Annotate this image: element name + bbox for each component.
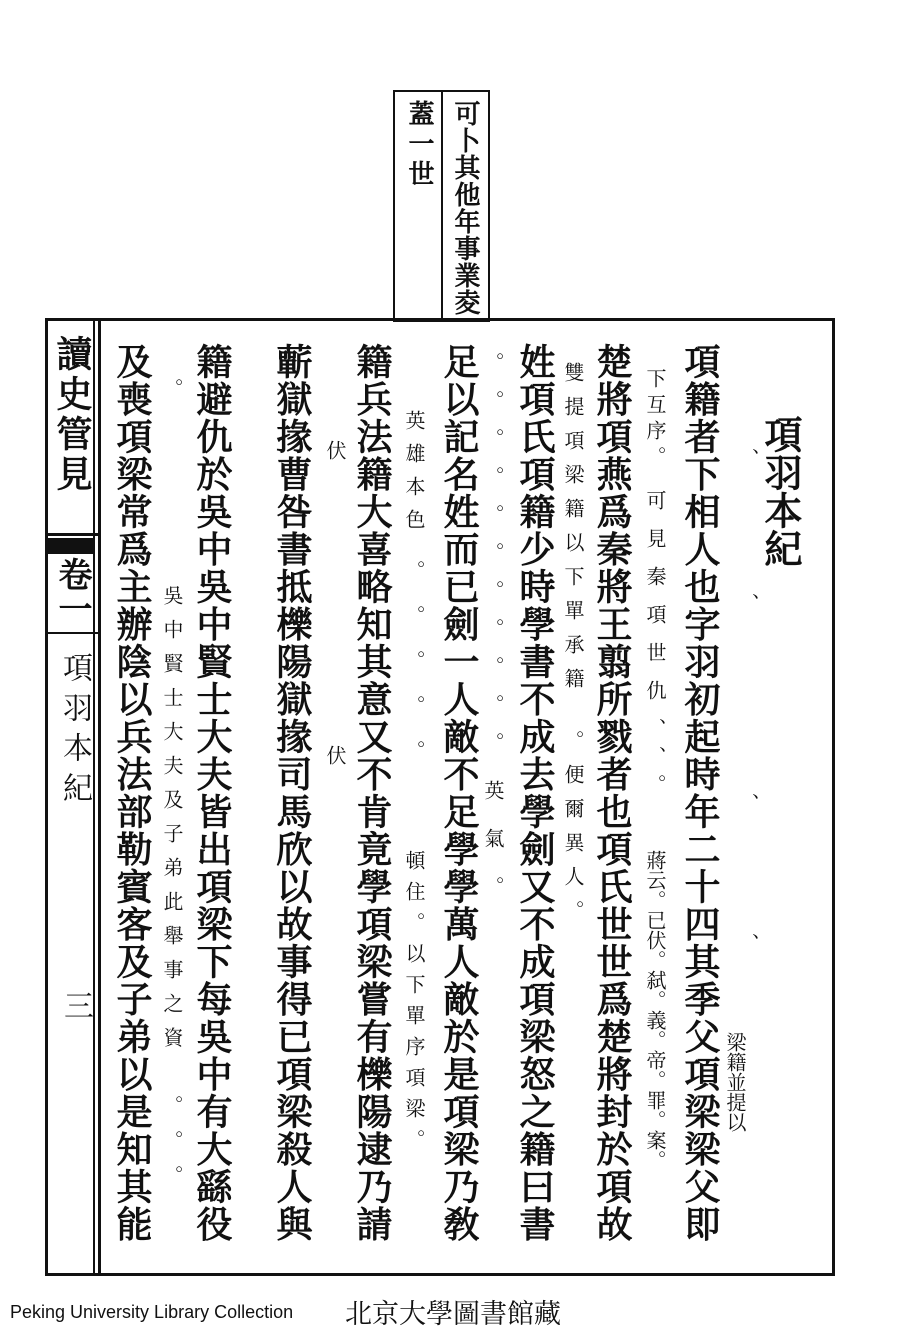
slip-divider bbox=[441, 92, 443, 320]
commentary-g-1: 。 bbox=[160, 378, 184, 398]
text-column-4: 足以記名姓而已劍一人敵不足學學萬人敵於是項梁乃敎 bbox=[438, 343, 480, 1243]
text-column-5: 籍兵法籍大喜略知其意又不肯竟學項梁嘗有櫟陽逮乃請 bbox=[351, 343, 393, 1243]
text-column-6: 蘄獄掾曹咎書抵櫟陽獄掾司馬欣以故事得已項梁殺人與 bbox=[271, 343, 313, 1243]
commentary-b-1: 下互序。 bbox=[643, 368, 667, 472]
commentary-e-2: 。。。。。 bbox=[402, 560, 426, 795]
collection-credit-english: Peking University Library Collection bbox=[10, 1302, 294, 1322]
emphasis-mark: 、 bbox=[736, 793, 760, 813]
commentary-f-1: 伏 bbox=[323, 440, 347, 460]
slip-text-right: 可卜其他年事業夌 bbox=[450, 100, 480, 316]
emphasis-mark: 、 bbox=[736, 448, 760, 468]
commentary-c-1: 雙提項梁籍以下單承籍 bbox=[561, 362, 585, 702]
book-title: 讀史管見 bbox=[51, 335, 93, 495]
commentary-g-3: 。。。 bbox=[160, 1095, 184, 1210]
collection-credit-chinese: 北京大學圖書館藏 bbox=[345, 1299, 561, 1329]
text-column-1: 項籍者下相人也字羽初起時年二十四其季父項梁梁父即 bbox=[679, 343, 721, 1243]
text-column-2: 楚將項燕爲秦將王翦所戮者也項氏世世爲楚將封於項故 bbox=[591, 343, 633, 1243]
volume-label: 卷一 bbox=[52, 557, 92, 625]
commentary-c-2: 。便爾異人。 bbox=[561, 730, 585, 934]
emphasis-mark: 、 bbox=[736, 933, 760, 953]
commentary-g-2: 吳中賢士大夫及子弟此舉事之資 bbox=[160, 585, 184, 1061]
commentary-a: 梁籍並提以 bbox=[723, 1032, 747, 1132]
text-column-8: 及喪項梁常爲主辦陰以兵法部勒賓客及子弟以是知其能 bbox=[111, 343, 153, 1243]
commentary-b-3: 蔣云。已伏。弑。義。帝。罪。案。 bbox=[643, 850, 667, 1170]
chapter-title: 項羽本紀 bbox=[758, 415, 803, 567]
chapter-label: 項羽本紀 bbox=[57, 652, 92, 812]
commentary-e-3: 頓住。以下單序項梁。 bbox=[402, 850, 426, 1160]
slip-text-left: 蓋一世 bbox=[404, 100, 434, 190]
commentary-b-2: 可見秦項世仇、、。 bbox=[643, 490, 667, 812]
fishtail-block bbox=[48, 538, 94, 554]
emphasis-mark: 、 bbox=[736, 593, 760, 613]
spine-divider-thick bbox=[98, 318, 101, 1276]
text-column-3: 姓項氏項籍少時學書不成去學劍又不成項梁怒之籍曰書 bbox=[514, 343, 556, 1243]
page-number: 三 bbox=[58, 990, 93, 1020]
commentary-e-1: 英雄本色 bbox=[402, 410, 426, 542]
spine-rule bbox=[45, 533, 99, 536]
text-column-7: 籍避仇於吳中吳中賢士大夫皆出項梁下每吳中有大繇役 bbox=[191, 343, 233, 1243]
spine-rule-lower bbox=[45, 632, 99, 634]
commentary-d: 。。。。。。。。。。。英氣。 bbox=[481, 352, 505, 924]
commentary-f-2: 伏 bbox=[323, 745, 347, 765]
